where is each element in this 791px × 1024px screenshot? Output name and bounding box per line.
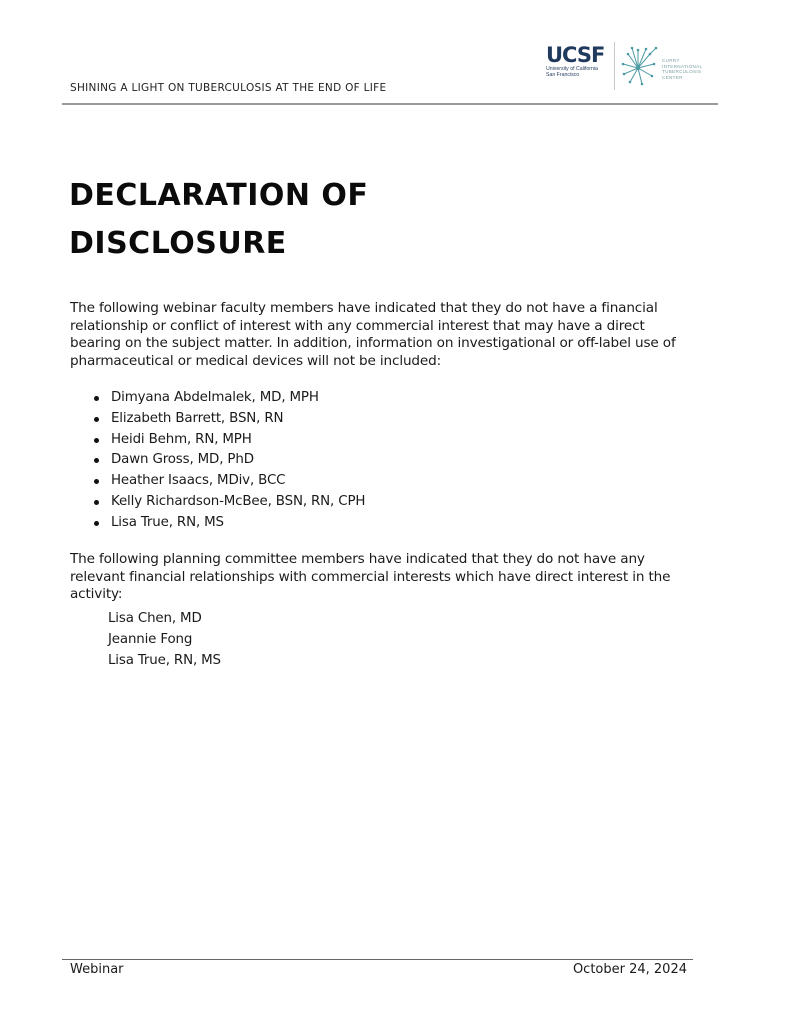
ucsf-logo-line2: San Francisco	[546, 72, 580, 78]
page-title	[69, 172, 368, 268]
committee-intro: The following planning committee members have indicated that they do not have any relevant financial relationships with commercial interests which have direct interest in the activity:	[70, 551, 671, 602]
logo-divider	[614, 42, 615, 90]
curry-logo-line4: CENTER	[662, 74, 683, 80]
list-item: Jeannie Fong	[108, 631, 193, 647]
curry-logo-line2: INTERNATIONAL	[662, 63, 703, 69]
faculty-list	[92, 388, 365, 534]
list-item: Lisa Chen, MD	[108, 611, 202, 626]
list-item: Lisa True, RN, MS	[108, 652, 221, 668]
footer-date: October 24, 2024	[572, 962, 687, 977]
running-header: SHINING A LIGHT ON TUBERCULOSIS AT THE END OF LIFE	[70, 82, 387, 94]
curry-center-logo	[620, 44, 710, 88]
page-title-line1: DECLARATION OF	[69, 178, 369, 213]
committee-list	[108, 609, 221, 671]
list-item: Elizabeth Barrett, BSN, RN	[92, 409, 365, 430]
header-rule	[62, 103, 718, 105]
footer-event-type: Webinar	[70, 962, 124, 977]
ucsf-logo-mark: UCSF	[546, 43, 605, 67]
curry-logo-line1: CURRY	[662, 58, 680, 63]
list-item: Kelly Richardson-McBee, BSN, RN, CPH	[92, 492, 365, 513]
list-item: Heidi Behm, RN, MPH	[92, 430, 365, 451]
faculty-intro: The following webinar faculty members have indicated that they do not have a financial relationship or conflict of interest with any commercial interest that may have a direct bearing on the subject matter. In addition, information on investigational or off-label use of pharmaceutical or medical devices will not be included:	[70, 300, 676, 369]
curry-logo-line3: TUBERCULOSIS	[662, 69, 702, 75]
list-item: Dawn Gross, MD, PhD	[92, 450, 365, 471]
footer-rule	[62, 959, 693, 960]
list-item: Heather Isaacs, MDiv, BCC	[92, 471, 365, 492]
ucsf-logo	[546, 44, 608, 88]
list-item: Lisa True, RN, MS	[92, 513, 365, 534]
curry-logo-text	[662, 58, 702, 80]
dandelion-icon	[620, 44, 660, 88]
ucsf-logo-line1: University of California	[546, 66, 598, 72]
page-title-line2: DISCLOSURE	[69, 226, 287, 261]
list-item: Dimyana Abdelmalek, MD, MPH	[92, 388, 365, 409]
